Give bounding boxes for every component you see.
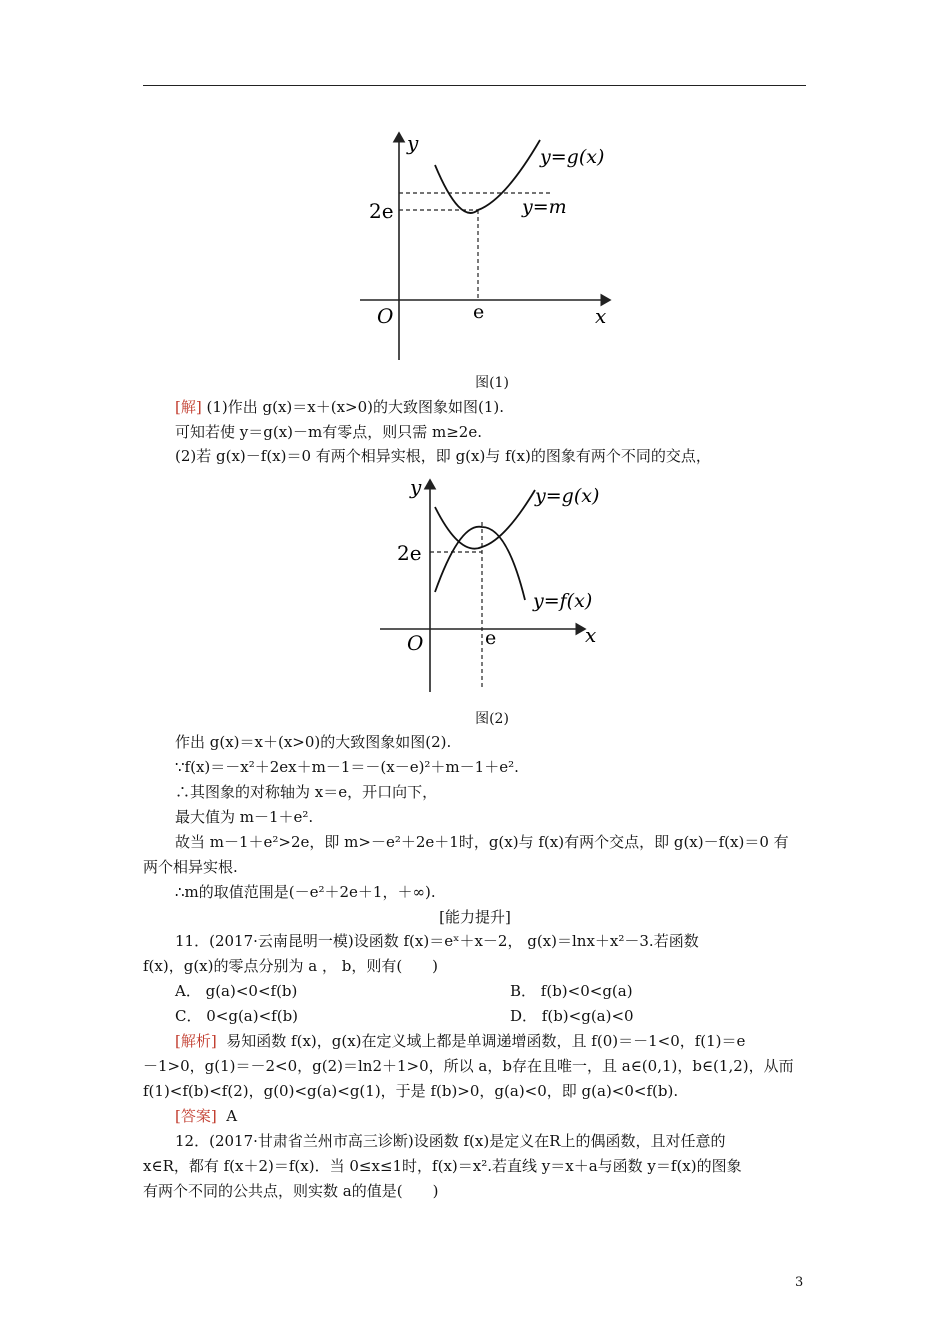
q11-analysis-line-3: f(1)<f(b)<f(2)，g(0)<g(a)<g(1)，于是 f(b)>0，g(a)<0，即 g(a)<0<f(b). [143,1082,679,1100]
solution-line-3: (2)若 g(x)－f(x)＝0 有两个相异实根，即 g(x)与 f(x)的图象有两个不同的交点， [175,447,711,465]
q11-analysis-line-2: －1>0，g(1)＝－2<0，g(2)＝ln2＋1>0，所以 a，b存在且唯一，且 a∈(0,1)，b∈(1,2)，从而 [143,1057,794,1075]
page-number: 3 [795,1275,804,1290]
figure-1-graph [355,125,625,365]
curve-g [435,490,535,549]
solution-line-7: 最大值为 m－1＋e². [175,808,314,826]
solution-tag: [解] [175,398,202,416]
section-title: [能力提升] [439,908,511,926]
q11-analysis-line-1: [解析] 易知函数 f(x)，g(x)在定义域上都是单调递增函数，且 f(0)＝－1<0，f(1)＝e [175,1032,746,1050]
answer-tag: [答案] [175,1107,217,1125]
solution-line-6: ∴其图象的对称轴为 x＝e，开口向下， [175,783,438,801]
q12-line-3: 有两个不同的公共点，则实数 a的值是( ) [143,1182,439,1200]
y-axis-label: y [407,131,419,155]
answer-value: A [226,1107,238,1125]
label-2e: 2e [397,541,422,565]
solution-line-2: 可知若使 y＝g(x)－m有零点，则只需 m≥2e. [175,423,482,441]
label-2e: 2e [369,199,394,223]
q11-line-2: f(x)，g(x)的零点分别为 a ， b，则有( ) [143,957,439,975]
q11-option-d: D． f(b)<g(a)<0 [510,1007,634,1025]
figure-2-caption: 图(2) [475,711,509,727]
solution-line-8: 故当 m－1＋e²>2e，即 m>－e²＋2e＋1时，g(x)与 f(x)有两个交点，即 g(x)－f(x)＝0 有 [175,833,789,851]
figure-1 [355,125,625,365]
label-f-curve: y=f(x) [533,590,593,612]
label-y-m: y=m [522,196,567,218]
label-g-curve: y=g(x) [535,485,600,507]
figure-2 [375,472,615,697]
q11-answer [175,1106,845,1126]
solution-line-9: 两个相异实根. [143,858,238,876]
header-rule [143,85,806,86]
figure-1-caption: 图(1) [475,375,509,391]
label-e: e [485,627,497,649]
x-axis-label: x [585,623,597,647]
solution-line-10: ∴m的取值范围是(－e²＋2e＋1，＋∞). [175,883,436,901]
q11-line-1: 11．(2017·云南昆明一模)设函数 f(x)＝eˣ＋x－2， g(x)＝lnx＋x²－3.若函数 [175,932,699,950]
solution-line-4: 作出 g(x)＝x＋(x>0)的大致图象如图(2). [175,733,452,751]
label-g-curve: y=g(x) [540,146,605,168]
x-axis-label: x [595,304,607,328]
curve-f [435,527,525,600]
q11-option-a: A． g(a)<0<f(b) [175,982,298,1000]
solution-line-1: [解] (1)作出 g(x)＝x＋(x>0)的大致图象如图(1). [175,398,505,416]
label-e: e [473,301,485,323]
q11-option-c: C． 0<g(a)<f(b) [175,1007,299,1025]
figure-2-graph [375,472,615,697]
analysis-tag: [解析] [175,1032,217,1050]
origin-label: O [407,631,424,655]
origin-label: O [377,304,394,328]
y-axis-label: y [410,475,422,499]
q12-line-1: 12．(2017·甘肃省兰州市高三诊断)设函数 f(x)是定义在R上的偶函数，且对任意的 [175,1132,726,1150]
solution-line-5: ∵f(x)＝－x²＋2ex＋m－1＝－(x－e)²＋m－1＋e². [175,758,519,776]
q12-line-2: x∈R，都有 f(x＋2)＝f(x)．当 0≤x≤1时，f(x)＝x².若直线 y＝x＋a与函数 y＝f(x)的图象 [143,1157,742,1175]
q11-option-b: B． f(b)<0<g(a) [510,982,633,1000]
